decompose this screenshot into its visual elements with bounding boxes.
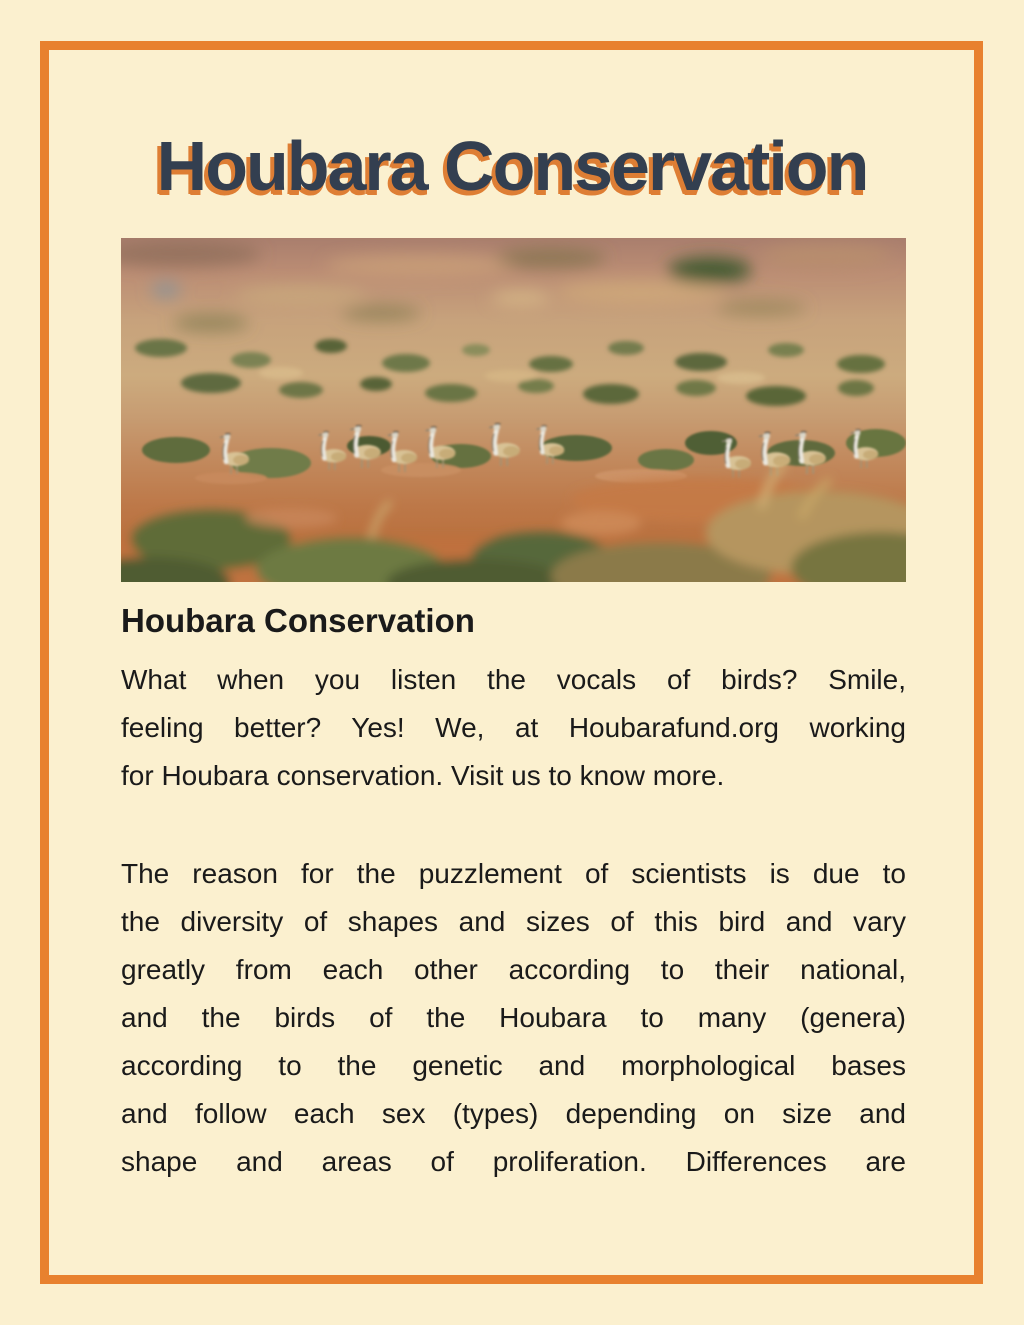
paragraph-1-line-1: What when you listen the vocals of birds? Smile, (121, 664, 906, 695)
paragraph-2-line-2: the diversity of shapes and sizes of this bird and vary (121, 906, 906, 937)
paragraph-1 (121, 656, 906, 800)
paragraph-1-line-2: feeling better? Yes! We, at Houbarafund.org working (121, 712, 906, 743)
article-heading: Houbara Conservation (121, 602, 475, 639)
paragraph-2-line-5: according to the genetic and morphological bases (121, 1050, 906, 1081)
desert-scene-illustration (121, 238, 906, 582)
paragraph-2-line-1: The reason for the puzzlement of scientists is due to (121, 858, 906, 889)
paragraph-2-line-6: and follow each sex (types) depending on size and (121, 1098, 906, 1129)
page-title: Houbara Conservation (156, 127, 868, 205)
paragraph-2 (121, 850, 906, 1186)
paragraph-2-line-3: greatly from each other according to their national, (121, 954, 906, 985)
houbara-desert-photo (121, 238, 906, 582)
paragraph-2-line-7: shape and areas of proliferation. Differences are (121, 1146, 906, 1177)
paragraph-2-line-4: and the birds of the Houbara to many (genera) (121, 1002, 906, 1033)
paragraph-1-line-3: for Houbara conservation. Visit us to know more. (121, 760, 725, 791)
